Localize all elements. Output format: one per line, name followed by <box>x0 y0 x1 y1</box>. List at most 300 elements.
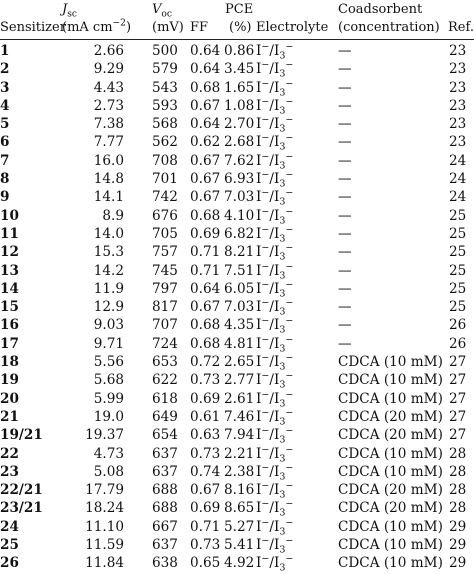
electrolyte-charge: − <box>285 169 294 181</box>
header-jsc-unit-exponent: −2 <box>112 18 126 29</box>
cell-sensitizer: 25 <box>0 537 19 554</box>
table-row <box>0 408 474 426</box>
cell-sensitizer: 19 <box>0 372 19 389</box>
electrolyte-charge: − <box>285 242 294 254</box>
cell-voc: 757 <box>152 244 178 261</box>
cell-pce: 8.21 <box>224 244 255 261</box>
electrolyte-iodide: I <box>256 299 262 316</box>
cell-jsc: 7.38 <box>93 116 124 133</box>
cell-voc: 618 <box>152 390 178 407</box>
header-sensitizer <box>0 20 66 36</box>
cell-electrolyte <box>256 408 293 426</box>
cell-ff: 0.67 <box>190 152 221 169</box>
cell-pce: 7.94 <box>224 427 255 444</box>
electrolyte-charge: − <box>261 206 270 218</box>
cell-coadsorbent: CDCA (10 mM) <box>338 445 443 462</box>
electrolyte-charge: − <box>261 169 270 181</box>
header-jsc-unit-text: (mA cm <box>62 20 113 35</box>
electrolyte-iodide: I <box>256 116 262 133</box>
cell-voc: 593 <box>152 97 178 114</box>
cell-jsc: 9.03 <box>93 317 124 334</box>
cell-pce: 1.08 <box>224 97 255 114</box>
electrolyte-iodide: I <box>256 463 262 480</box>
cell-sensitizer: 1 <box>0 43 10 59</box>
electrolyte-subscript: 3 <box>279 343 286 355</box>
cell-voc: 667 <box>152 518 178 535</box>
cell-coadsorbent: — <box>338 97 352 114</box>
cell-pce: 2.38 <box>224 463 255 480</box>
header-voc-unit <box>152 20 184 36</box>
table-row <box>0 298 474 316</box>
header-coadsorbent-line2 <box>338 20 440 36</box>
cell-pce: 7.51 <box>224 262 255 279</box>
cell-ref: 27 <box>449 390 467 407</box>
cell-jsc: 15.3 <box>93 244 124 261</box>
cell-coadsorbent: — <box>338 189 352 206</box>
cell-ff: 0.67 <box>190 97 221 114</box>
cell-sensitizer: 19/21 <box>0 427 43 444</box>
table-row <box>0 187 474 209</box>
cell-ff: 0.67 <box>190 171 221 188</box>
electrolyte-slash-iodine: /I <box>269 299 280 316</box>
electrolyte-charge: − <box>261 114 270 126</box>
cell-coadsorbent: — <box>338 262 352 279</box>
cell-ref: 27 <box>449 372 467 389</box>
cell-ref: 29 <box>449 555 467 572</box>
table-row <box>0 315 474 337</box>
electrolyte-charge: − <box>261 462 270 474</box>
cell-sensitizer: 6 <box>0 134 10 151</box>
cell-voc: 579 <box>152 61 178 78</box>
electrolyte-charge: − <box>285 187 294 199</box>
cell-ff: 0.64 <box>190 43 221 59</box>
cell-electrolyte <box>256 243 293 261</box>
electrolyte-charge: − <box>261 334 270 346</box>
table-row <box>0 353 474 371</box>
electrolyte-slash-iodine: /I <box>269 79 280 96</box>
electrolyte-charge: − <box>261 315 270 327</box>
electrolyte-charge: − <box>285 352 294 364</box>
electrolyte-slash-iodine: /I <box>269 463 280 480</box>
cell-pce: 7.62 <box>224 152 255 169</box>
cell-pce: 3.45 <box>224 61 255 78</box>
table-row <box>0 115 474 133</box>
cell-jsc: 5.56 <box>93 354 124 371</box>
cell-ff: 0.69 <box>190 390 221 407</box>
electrolyte-charge: − <box>285 389 294 401</box>
cell-sensitizer: 15 <box>0 299 19 316</box>
cell-voc: 543 <box>152 79 178 96</box>
cell-jsc: 14.2 <box>93 262 124 279</box>
cell-pce: 7.03 <box>224 299 255 316</box>
cell-ref: 23 <box>449 116 467 133</box>
table-row <box>0 42 474 60</box>
cell-electrolyte <box>256 353 293 371</box>
cell-pce: 5.27 <box>224 518 255 535</box>
cell-jsc: 8.9 <box>102 207 124 224</box>
cell-pce: 8.65 <box>224 500 255 517</box>
cell-sensitizer: 2 <box>0 61 10 78</box>
cell-coadsorbent: CDCA (10 mM) <box>338 354 443 371</box>
electrolyte-charge: − <box>285 206 294 218</box>
electrolyte-iodide: I <box>256 317 262 334</box>
electrolyte-iodide: I <box>256 189 262 206</box>
header-electrolyte-label: Electrolyte <box>256 20 329 35</box>
cell-jsc: 4.43 <box>93 79 124 96</box>
cell-ff: 0.71 <box>190 262 221 279</box>
electrolyte-subscript: 3 <box>279 416 286 428</box>
electrolyte-charge: − <box>285 59 294 71</box>
header-jsc-unit <box>62 20 131 36</box>
electrolyte-slash-iodine: /I <box>269 372 280 389</box>
cell-sensitizer: 14 <box>0 280 19 297</box>
electrolyte-charge: − <box>285 480 294 492</box>
cell-ff: 0.71 <box>190 244 221 261</box>
cell-jsc: 19.37 <box>85 427 124 444</box>
cell-voc: 637 <box>152 463 178 480</box>
electrolyte-iodide: I <box>256 427 262 444</box>
electrolyte-iodide: I <box>256 43 262 59</box>
table-row <box>0 554 474 572</box>
header-sensitizer-label: Sensitizer <box>0 20 66 35</box>
cell-electrolyte <box>256 207 293 225</box>
electrolyte-slash-iodine: /I <box>269 335 280 352</box>
cell-voc: 797 <box>152 280 178 297</box>
cell-coadsorbent: CDCA (10 mM) <box>338 390 443 407</box>
cell-coadsorbent: — <box>338 134 352 151</box>
cell-jsc: 11.84 <box>85 555 124 572</box>
electrolyte-slash-iodine: /I <box>269 134 280 151</box>
cell-ref: 25 <box>449 280 467 297</box>
electrolyte-charge: − <box>261 279 270 291</box>
electrolyte-slash-iodine: /I <box>269 518 280 535</box>
cell-voc: 637 <box>152 537 178 554</box>
cell-sensitizer: 26 <box>0 555 19 572</box>
cell-coadsorbent: CDCA (10 mM) <box>338 518 443 535</box>
cell-ff: 0.64 <box>190 116 221 133</box>
electrolyte-iodide: I <box>256 61 262 78</box>
cell-sensitizer: 9 <box>0 189 10 206</box>
cell-ref: 23 <box>449 43 467 59</box>
cell-electrolyte <box>256 79 293 97</box>
cell-sensitizer: 24 <box>0 518 19 535</box>
cell-jsc: 17.79 <box>85 482 124 499</box>
cell-ff: 0.67 <box>190 299 221 316</box>
cell-voc: 705 <box>152 225 178 242</box>
cell-jsc: 5.99 <box>93 390 124 407</box>
electrolyte-iodide: I <box>256 134 262 151</box>
electrolyte-subscript: 3 <box>279 178 286 190</box>
electrolyte-subscript: 3 <box>279 489 286 501</box>
electrolyte-iodide: I <box>256 171 262 188</box>
table-row <box>0 498 474 520</box>
cell-jsc: 14.8 <box>93 171 124 188</box>
cell-coadsorbent: — <box>338 244 352 261</box>
electrolyte-subscript: 3 <box>279 361 286 373</box>
electrolyte-subscript: 3 <box>279 251 286 263</box>
cell-voc: 688 <box>152 500 178 517</box>
cell-coadsorbent: — <box>338 116 352 133</box>
electrolyte-charge: − <box>285 78 294 90</box>
cell-voc: 742 <box>152 189 178 206</box>
cell-pce: 2.21 <box>224 445 255 462</box>
cell-voc: 654 <box>152 427 178 444</box>
cell-ref: 25 <box>449 299 467 316</box>
header-ff-label: FF <box>190 20 209 35</box>
cell-jsc: 11.10 <box>85 518 124 535</box>
table-row <box>0 152 474 170</box>
cell-ref: 26 <box>449 317 467 334</box>
cell-ref: 26 <box>449 335 467 352</box>
cell-electrolyte <box>256 59 294 81</box>
header-voc-unit-text: (mV) <box>152 20 184 35</box>
cell-sensitizer: 7 <box>0 152 10 169</box>
cell-sensitizer: 22/21 <box>0 482 43 499</box>
electrolyte-charge: − <box>261 370 270 382</box>
table-row <box>0 225 474 243</box>
cell-ff: 0.68 <box>190 79 221 96</box>
electrolyte-iodide: I <box>256 262 262 279</box>
cell-jsc: 11.59 <box>85 537 124 554</box>
cell-electrolyte <box>256 262 293 280</box>
cell-ref: 25 <box>449 244 467 261</box>
cell-coadsorbent: — <box>338 225 352 242</box>
cell-jsc: 12.9 <box>93 299 124 316</box>
electrolyte-charge: − <box>261 96 270 108</box>
table-row <box>0 426 474 444</box>
cell-voc: 653 <box>152 354 178 371</box>
electrolyte-charge: − <box>285 96 294 108</box>
cell-ff: 0.64 <box>190 280 221 297</box>
cell-sensitizer: 18 <box>0 354 19 371</box>
electrolyte-slash-iodine: /I <box>269 537 280 554</box>
electrolyte-charge: − <box>261 425 270 437</box>
cell-pce: 6.05 <box>224 280 255 297</box>
electrolyte-slash-iodine: /I <box>269 317 280 334</box>
cell-electrolyte <box>256 42 293 60</box>
electrolyte-charge: − <box>285 297 294 309</box>
electrolyte-charge: − <box>261 78 270 90</box>
electrolyte-slash-iodine: /I <box>269 482 280 499</box>
electrolyte-charge: − <box>261 389 270 401</box>
electrolyte-charge: − <box>285 498 294 510</box>
electrolyte-subscript: 3 <box>279 544 286 556</box>
electrolyte-charge: − <box>285 224 294 236</box>
electrolyte-charge: − <box>261 132 270 144</box>
electrolyte-charge: − <box>261 407 270 419</box>
header-ff <box>190 20 208 36</box>
cell-pce: 5.41 <box>224 537 255 554</box>
electrolyte-charge: − <box>285 517 294 529</box>
cell-jsc: 5.08 <box>93 463 124 480</box>
cell-pce: 8.16 <box>224 482 255 499</box>
header-jsc-letter: J <box>62 2 68 17</box>
electrolyte-subscript: 3 <box>279 563 286 574</box>
electrolyte-subscript: 3 <box>279 50 286 62</box>
cell-ff: 0.69 <box>190 225 221 242</box>
cell-jsc: 2.73 <box>93 97 124 114</box>
electrolyte-charge: − <box>285 114 294 126</box>
electrolyte-charge: − <box>285 444 294 455</box>
table-row <box>0 280 474 298</box>
cell-pce: 1.65 <box>224 79 255 96</box>
cell-ff: 0.69 <box>190 500 221 517</box>
electrolyte-charge: − <box>261 352 270 364</box>
electrolyte-iodide: I <box>256 537 262 554</box>
cell-electrolyte <box>256 315 294 337</box>
cell-sensitizer: 5 <box>0 116 10 133</box>
cell-pce: 2.68 <box>224 134 255 151</box>
cell-ref: 25 <box>449 207 467 224</box>
cell-electrolyte <box>256 518 293 536</box>
cell-ff: 0.68 <box>190 317 221 334</box>
cell-ff: 0.68 <box>190 335 221 352</box>
electrolyte-iodide: I <box>256 408 262 425</box>
cell-electrolyte <box>256 481 293 499</box>
electrolyte-charge: − <box>261 151 270 163</box>
electrolyte-subscript: 3 <box>279 471 286 483</box>
electrolyte-slash-iodine: /I <box>269 280 280 297</box>
table-row <box>0 79 474 97</box>
cell-coadsorbent: CDCA (20 mM) <box>338 427 443 444</box>
cell-voc: 817 <box>152 299 178 316</box>
header-pce-unit: (%) <box>229 20 252 35</box>
electrolyte-iodide: I <box>256 390 262 407</box>
cell-electrolyte <box>256 280 293 298</box>
electrolyte-charge: − <box>261 59 270 71</box>
cell-pce: 2.77 <box>224 372 255 389</box>
header-voc-subscript: oc <box>161 9 172 20</box>
electrolyte-charge: − <box>285 407 294 419</box>
table-header <box>0 0 474 40</box>
cell-electrolyte <box>256 335 293 353</box>
electrolyte-slash-iodine: /I <box>269 43 280 59</box>
cell-ref: 28 <box>449 500 467 517</box>
cell-coadsorbent: — <box>338 79 352 96</box>
cell-voc: 637 <box>152 445 178 462</box>
electrolyte-slash-iodine: /I <box>269 408 280 425</box>
electrolyte-charge: − <box>285 279 294 291</box>
cell-ff: 0.65 <box>190 555 221 572</box>
cell-jsc: 7.77 <box>93 134 124 151</box>
cell-coadsorbent: — <box>338 317 352 334</box>
cell-voc: 568 <box>152 116 178 133</box>
cell-ref: 28 <box>449 463 467 480</box>
cell-jsc: 18.24 <box>85 500 124 517</box>
cell-pce: 7.46 <box>224 408 255 425</box>
table-row <box>0 97 474 115</box>
cell-coadsorbent: CDCA (10 mM) <box>338 555 443 572</box>
cell-coadsorbent: CDCA (10 mM) <box>338 463 443 480</box>
cell-voc: 688 <box>152 482 178 499</box>
cell-ref: 27 <box>449 427 467 444</box>
cell-pce: 4.35 <box>224 317 255 334</box>
table-row <box>0 518 474 536</box>
electrolyte-charge: − <box>261 297 270 309</box>
header-ref-label: Ref. <box>448 20 474 35</box>
cell-voc: 638 <box>152 555 178 572</box>
electrolyte-charge: − <box>261 261 270 273</box>
electrolyte-iodide: I <box>256 500 262 517</box>
cell-ref: 28 <box>449 445 467 462</box>
electrolyte-charge: − <box>285 315 294 327</box>
cell-coadsorbent: CDCA (20 mM) <box>338 408 443 425</box>
table-row <box>0 243 474 261</box>
electrolyte-slash-iodine: /I <box>269 244 280 261</box>
electrolyte-charge: − <box>261 498 270 510</box>
electrolyte-charge: − <box>261 553 270 565</box>
cell-pce: 0.86 <box>224 43 255 59</box>
cell-jsc: 19.0 <box>93 408 124 425</box>
electrolyte-subscript: 3 <box>279 142 286 154</box>
electrolyte-charge: − <box>261 242 270 254</box>
cell-sensitizer: 23 <box>0 463 19 480</box>
cell-pce: 2.65 <box>224 354 255 371</box>
table-row <box>0 445 474 463</box>
electrolyte-charge: − <box>285 535 294 547</box>
electrolyte-iodide: I <box>256 225 262 242</box>
cell-coadsorbent: — <box>338 280 352 297</box>
cell-voc: 500 <box>152 43 178 59</box>
electrolyte-subscript: 3 <box>279 105 286 117</box>
header-jsc-symbol <box>62 2 77 18</box>
cell-ref: 23 <box>449 61 467 78</box>
cell-coadsorbent: — <box>338 61 352 78</box>
cell-voc: 707 <box>152 317 178 334</box>
electrolyte-subscript: 3 <box>279 270 286 282</box>
electrolyte-iodide: I <box>256 152 262 169</box>
cell-ref: 27 <box>449 354 467 371</box>
electrolyte-subscript: 3 <box>279 380 286 392</box>
electrolyte-subscript: 3 <box>279 398 286 410</box>
header-electrolyte <box>256 20 328 36</box>
cell-voc: 622 <box>152 372 178 389</box>
header-voc-symbol <box>152 2 172 18</box>
header-pce-line2 <box>229 20 252 36</box>
electrolyte-iodide: I <box>256 354 262 371</box>
cell-electrolyte <box>256 152 293 170</box>
cell-ref: 29 <box>449 537 467 554</box>
cell-voc: 724 <box>152 335 178 352</box>
electrolyte-slash-iodine: /I <box>269 427 280 444</box>
cell-sensitizer: 22 <box>0 445 19 462</box>
electrolyte-iodide: I <box>256 445 262 462</box>
cell-electrolyte <box>256 187 294 209</box>
cell-coadsorbent: — <box>338 152 352 169</box>
cell-ff: 0.74 <box>190 463 221 480</box>
electrolyte-iodide: I <box>256 372 262 389</box>
cell-pce: 4.10 <box>224 207 255 224</box>
cell-ref: 24 <box>449 171 467 188</box>
cell-sensitizer: 16 <box>0 317 19 334</box>
electrolyte-slash-iodine: /I <box>269 390 280 407</box>
cell-jsc: 16.0 <box>93 152 124 169</box>
cell-ref: 25 <box>449 262 467 279</box>
electrolyte-charge: − <box>261 535 270 547</box>
electrolyte-slash-iodine: /I <box>269 152 280 169</box>
cell-ff: 0.67 <box>190 482 221 499</box>
electrolyte-subscript: 3 <box>279 197 286 209</box>
table-body <box>0 42 474 573</box>
cell-ff: 0.73 <box>190 445 221 462</box>
cell-pce: 4.92 <box>224 555 255 572</box>
cell-coadsorbent: — <box>338 171 352 188</box>
electrolyte-slash-iodine: /I <box>269 354 280 371</box>
cell-pce: 2.70 <box>224 116 255 133</box>
cell-electrolyte <box>256 554 293 572</box>
cell-jsc: 4.73 <box>93 445 124 462</box>
header-coadsorbent-line1 <box>338 2 422 18</box>
